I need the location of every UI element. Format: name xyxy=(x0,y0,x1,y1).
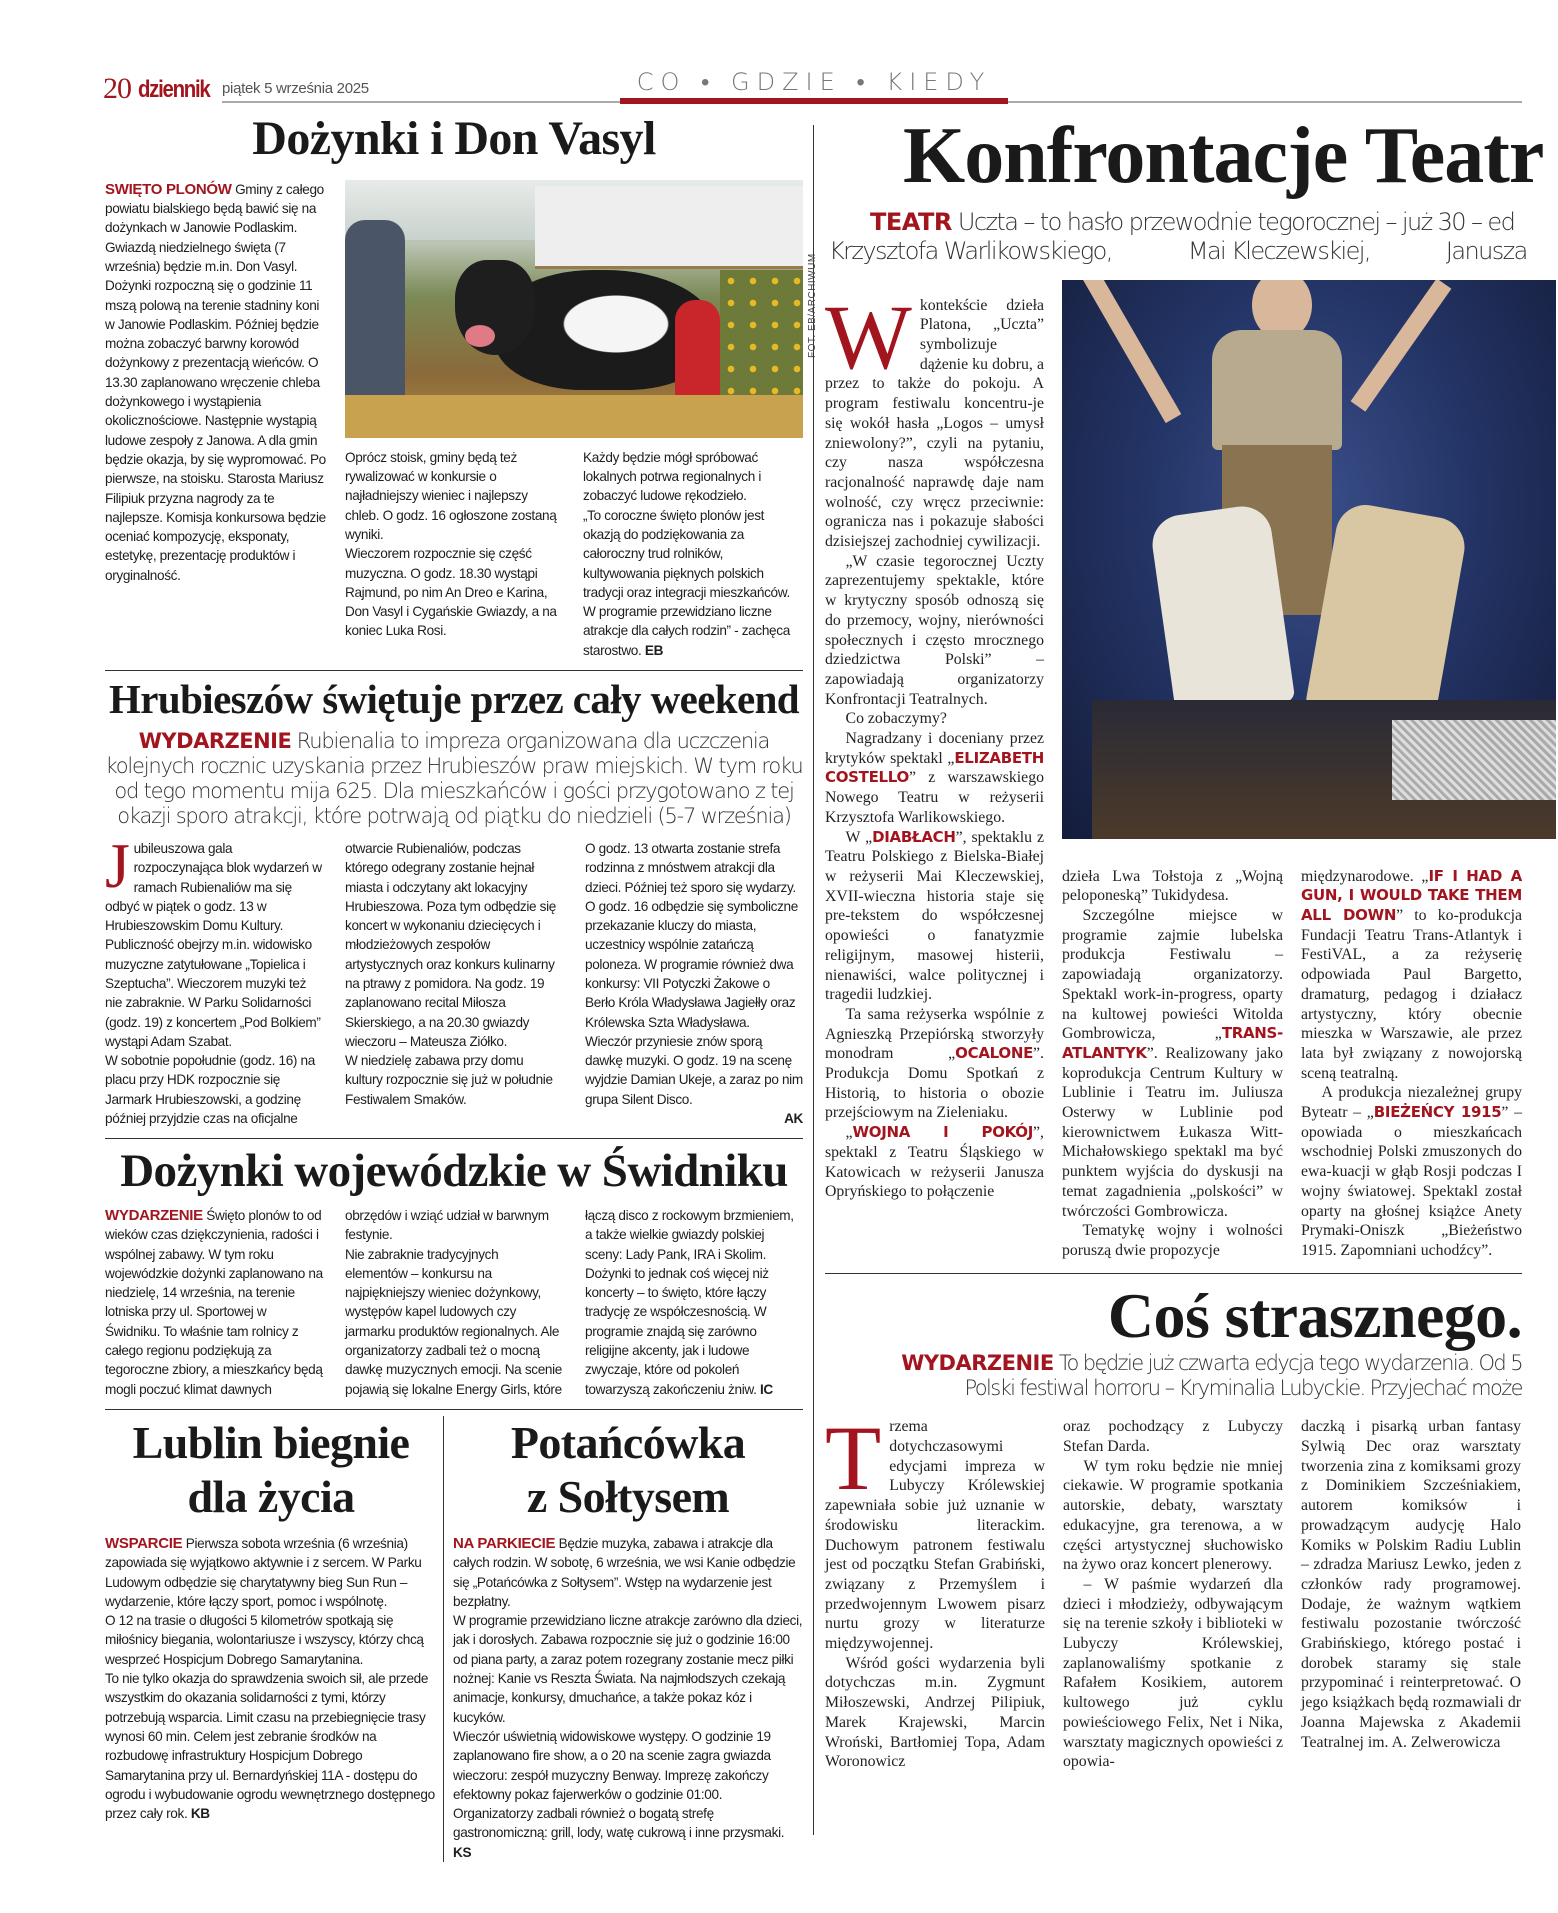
text-run: Wśród gości wydarzenia byli dotychczas m.in. Zygmunt Miłoszewski, Andrzej Pilipiuk, Marek Krajewski, Marcin Wroński, Bartłomiej Topa, Adam Woronowicz xyxy=(825,1654,1045,1771)
text-run: Tematykę wojny i wolności poruszą dwie propozycje xyxy=(1062,1222,1283,1259)
text-run: Nie zabraknie tradycyjnych elementów – konkursu na najpiękniejszy wieniec dożynkowy, występów kapel ludowych czy jarmarku produktów regionalnych. Ale organizatorzy zadbali też o mocną dawkę muzycznych emocji. Na scenie pojawią się lokalne Energy Girls, które łączą disco z rockowym brzmieniem, a także wielkie gwiazdy polskiej sceny: Lady Pank, IRA i Skolim. xyxy=(345,1208,794,1397)
highlight-label: IF I HAD A GUN, I WOULD TAKE THEM ALL DOWN xyxy=(1301,866,1522,924)
section-accent-bar xyxy=(620,98,1008,104)
text-run: ”. Realizowany jako koprodukcja Centrum Kultury w Lublinie i Teatru im. Juliusza Osterwy w Lublinie pod kierownictwem Łukasza Witt-Michałowskiego spektakl ma być punktem wyjścia do dyskusji na temat zagadnienia „polskości” w twórczości Gombrowicza. xyxy=(1062,1044,1283,1220)
text-run: Będzie muzyka, zabawa i atrakcje dla całych rodzin. W sobotę, 6 września, we wsi Kanie odbędzie się „Potańcówka z Sołtysem”. Wstęp na wydarzenie jest bezpłatny. xyxy=(453,1535,796,1609)
text-run: ” to ko-produkcja Fundacji Teatru Trans-Atlantyk i FestiVAL, a za reżyserię odpowiada Paul Bargetto, dramaturg, pedagog i działacz artystyczny, który obecnie mieszka w Warszawie, ale przez lata był związany z nowojorską sceną teatralną. xyxy=(1301,907,1522,1082)
text-run: Dożynki rozpoczną się o godzinie 11 mszą polową na terenie stadniny koni w Janowie Podlaskim. Później będzie można zobaczyć barwny korowód dożynkowy z prezentacją wieńców. O 13.30 zaplanowano wręczenie chleba dożynkowego i wystąpienia okolicznościowe. Następnie wystąpią ludowe zespoły z Janowa. A dla gmin będzie okazja, by się wypromować. Po pierwsze, na stoisku. Starosta Mariusz Filipiuk przyzna nagrody za te najlepsze. Komisja konkursowa będzie oceniać kompozycję, eksponaty, estetykę, prezentację produktów i oryginalność. xyxy=(105,278,326,583)
drop-cap: W xyxy=(825,285,912,388)
text-run: Święto plonów to od wieków czas dziękczynienia, radości i wspólnej zabawy. W tym roku wojewódzkie dożynki zaplanowano na niedzielę, 14 września, na terenie lotniska przy ul. Sportowej w Świdniku. To właśnie tam rolnicy z całego regionu podziękują za tegoroczne zbiory, a mieszkańcy będą mogli poczuć klimat dawnych obrzędów i wziąć udział w barwnym festynie. xyxy=(105,1208,549,1397)
article-divider xyxy=(825,1273,1522,1274)
text-run: „W czasie tegorocznej Uczty zaprezentujemy spektakle, które w krytyczny sposób odnoszą się do przemocy, wojny, nierówności społecznych i często mrocznego dziedzictwa Polski” – zapowiadają organizatorzy Konfrontacji Teatralnych. xyxy=(825,552,1044,708)
paragraph xyxy=(345,1051,563,1109)
paragraph xyxy=(870,208,1514,236)
text-run: kontekście dzieła Platona, „Uczta” symbolizuje dążenie ku dobru, a przez to także do pokoju. A program festiwalu koncentru-je się wokół hasła „Logos – umysł zniewolony?”, czyli na pytaniu, czy nasza współczesna racjonalność naprawdę daje nam wolność, czy wręcz przeciwnie: ogranicza nas i pokazuje słabości dzisiejszej zachodniej cywilizacji. xyxy=(825,296,1044,551)
headline-konfrontacje: Konfrontacje Teatr xyxy=(903,112,1544,200)
paragraph xyxy=(105,1611,437,1669)
text-run: Ta sama reżyserka wspólnie z Agnieszką Przepiórską stworzyły monodram „ xyxy=(825,1005,1044,1063)
author-signature: KB xyxy=(190,1806,210,1822)
paragraph xyxy=(1062,906,1283,1221)
lead-fragment: Krzysztofa Warlikowskiego, xyxy=(829,236,1112,265)
right-page-column xyxy=(825,112,1544,1772)
paragraph xyxy=(825,1654,1045,1772)
article-cos-strasznego xyxy=(825,1407,1522,1772)
photo-sunflowers xyxy=(720,270,803,410)
article-dozynki xyxy=(105,180,818,660)
text-run: „ xyxy=(845,1124,853,1142)
photo-lace-table xyxy=(1392,720,1556,800)
paragraph xyxy=(1063,1417,1283,1456)
paragraph xyxy=(585,1264,803,1399)
photo-scarecrow xyxy=(675,300,720,410)
paragraph xyxy=(1063,1575,1283,1772)
text-run: Każdy będzie mógł spróbować lokalnych potrwa regionalnych i zobaczyć ludowe rękodzieło. xyxy=(583,449,762,504)
photo-tent xyxy=(535,186,803,269)
article-dozynki-col2 xyxy=(345,448,565,660)
paragraph xyxy=(825,828,1044,1005)
photo-straw xyxy=(345,395,803,438)
highlight-label: NA PARKIECIE xyxy=(453,1534,556,1552)
headline-hrubieszow: Hrubieszów świętuje przez cały weekend xyxy=(109,676,799,723)
paragraph xyxy=(901,1351,1522,1375)
text-run: rzema dotychczasowymi edycjami impreza w Lubyczy Królewskiej zapewniała sobie już uznanie w środowisku literackim. Duchowym patronem festiwalu jest od początku Stefan Grabiński, związany z Przemyślem i przedwojennym Lwowem pisarz nurtu grozy w literaturze międzywojennej. xyxy=(825,1418,1045,1653)
lead-hrubieszow xyxy=(105,729,803,829)
text-run: Wieczór uświetnią widowiskowe występy. O godzinie 19 zaplanowano fire show, a o 20 na scenie zagra gwiazda wieczoru: zespół muzyczny Benway. Imprezę zakończy efektowny pokaz fajerwerków o godzinie 01:00. xyxy=(453,1728,771,1802)
text-run: Wieczór przyniesie znów sporą dawkę muzyki. O godz. 19 na scenę wyjdzie Damian Ukeje, a zaraz po nim grupa Silent Disco. xyxy=(585,1033,803,1107)
text-run: Pierwsza sobota września (6 września) zapowiada się wyjątkowo aktywnie i z sercem. W Parku Ludowym odbędzie się charytatywny bieg Sun Run – wydarzenie, które łączy sport, pomoc i wspólnotę. xyxy=(105,1535,422,1609)
text-run: międzynarodowe. „ xyxy=(1301,867,1429,885)
paragraph xyxy=(105,729,803,829)
article-potancowka xyxy=(444,1416,803,1862)
text-run: To będzie już czwarta edycja tego wydarzenia. Od 5 xyxy=(1053,1351,1522,1376)
text-run: ”. Produkcja Domu Spotkań z Historią, to historia o obozie przejściowym na Zieleniaku. xyxy=(825,1045,1044,1122)
photo-actor-arm xyxy=(1081,280,1182,423)
paragraph xyxy=(825,285,1044,552)
paragraph xyxy=(825,709,1044,729)
left-page-column xyxy=(105,112,818,1862)
paragraph xyxy=(585,839,803,1032)
headline-line: Potańcówka xyxy=(510,1416,746,1468)
headline-cos-strasznego: Coś strasznego. xyxy=(1107,1279,1522,1351)
text-run: „To coroczne święto plonów jest okazją do podziękowania za całoroczny trud rolników, kultywowania pięknych polskich tradycji oraz integracji mieszkańców. W programie przewidziano liczne atrakcje dla całych rodzin” - zachęca starostwo. xyxy=(583,507,790,658)
drop-cap: T xyxy=(825,1407,882,1510)
text-run: W sobotnie popołudnie (godz. 16) na placu przy HDK rozpocznie się Jarmark Hrubieszowski, a godzinę później przyjdzie czas na oficjalne otwarcie Rubienaliów, podczas którego odegrany zostanie hejnał miasta i odczytany akt lokacyjny Hrubieszowa. Poza tym odbędzie się koncert w wykonaniu dziecięcych i młodzieżowych zespołów artystycznych oraz konkurs kulinarny na ptrawy z pomidora. Na godz. 19 zaplanowano recital Miłosza Skierskiego, a na 20.30 gwiazdy wieczoru – Mateusza Ziółko. xyxy=(105,840,556,1127)
paragraph xyxy=(825,1123,1044,1202)
issue-date: piątek 5 września 2025 xyxy=(222,80,369,97)
lead-cos-strasznego-line2: Polski festiwal horroru – Kryminalia Lubyckie. Przyjechać może xyxy=(964,1376,1522,1401)
author-signature: EB xyxy=(644,642,664,658)
article-konfrontacje-col1 xyxy=(825,280,1044,1261)
headline-potancowka xyxy=(453,1416,803,1524)
text-run: Rubienalia to impreza organizowana dla uczczenia kolejnych rocznic uzyskania przez Hrubieszów praw miejskich. W tym roku od tego momentu mija 625. Dla mieszkańców i gości przygotowano z tej okazji sporo atrakcji, które potrwają od piątku do niedzieli (5-7 września) xyxy=(105,728,803,828)
highlight-label: WYDARZENIE xyxy=(105,1207,203,1224)
article-divider xyxy=(105,670,803,671)
paragraph xyxy=(825,1407,1045,1653)
text-run: W tym roku będzie nie mniej ciekawie. W programie spotkania autorskie, debaty, warsztaty edukacyjne, gra terenowa, a w części artystycznej słuchowisko na żywo oraz koncert plenerowy. xyxy=(1063,1457,1283,1574)
page-number: 20 xyxy=(103,72,131,105)
text-run: Gminy z całego powiatu bialskiego będą bawić się na dożynkach w Janowie Podlaskim. Gwiazdą niedzielnego święta (7 września) będzie m.in. Don Vasyl. xyxy=(105,181,324,274)
article-divider xyxy=(105,1409,803,1410)
text-run: O 12 na trasie o długości 5 kilometrów spotkają się miłośnicy biegania, wolontariusze i wszyscy, którzy chcą wesprzeć Hospicjum Dobrego Samarytanina. xyxy=(105,1613,424,1667)
article-konfrontacje-col2 xyxy=(1062,867,1283,1261)
newspaper-logo: dziennik xyxy=(138,76,210,103)
photo-actor-arm xyxy=(1351,280,1452,412)
article-konfrontacje-lower xyxy=(1062,867,1522,1261)
text-run: W „ xyxy=(845,828,873,846)
paragraph xyxy=(1062,867,1283,906)
highlight-label: BIEŻEŃCY 1915 xyxy=(1373,1103,1502,1122)
photo-theater-performance xyxy=(1062,280,1556,839)
paragraph xyxy=(453,1727,803,1804)
paragraph xyxy=(105,829,323,1051)
article-dozynki-col1 xyxy=(105,180,327,660)
paragraph xyxy=(1063,1457,1283,1575)
text-run: daczką i pisarką urban fantasy Sylwią Dec oraz warsztaty tworzenia zina z komiksami grozy z Dominikiem Szcześniakiem, autorem komiksów i prowadzącym audycję Halo Komiks w Polskim Radiu Lublin – zdradza Mariusz Lewko, jeden z członków rady programowej. Dodaje, że ważnym wątkiem festiwalu pozostanie twórczość Grabińskiego, którego postać i dorobek staramy się stale przypominać i reinterpretować. O jego książkach będą rozmawiali dr Joanna Majewska z Akademii Teatralnej im. A. Zelwerowicza xyxy=(1301,1418,1521,1751)
lead-fragment: Mai Kleczewskiej, xyxy=(1187,236,1370,265)
paragraph xyxy=(105,1669,437,1823)
article-dozynki-lower xyxy=(345,448,803,660)
article-konfrontacje xyxy=(825,280,1522,1261)
paragraph xyxy=(1062,1221,1283,1260)
headline-lublin xyxy=(105,1416,437,1524)
lead-konfrontacje-line1 xyxy=(825,208,1522,237)
text-run: ubileuszowa gala rozpoczynająca blok wydarzeń w ramach Rubienaliów ma się odbyć w piątek o godz. 13 w Hrubieszowskim Domu Kultury. Publiczność obejrzy m.in. widowisko muzyczne zatytułowane „Topielica i Szeptucha”. Wieczorem muzyki też nie zabraknie. W Parku Solidarności (godz. 19) z koncertem „Pod Bolkiem” wystąpi Adam Szabat. xyxy=(105,840,322,1049)
paragraph xyxy=(345,544,565,640)
author-signature: IC xyxy=(759,1381,773,1397)
highlight-label: WOJNA I POKÓJ xyxy=(852,1123,1034,1142)
bottom-articles xyxy=(105,1416,803,1862)
paragraph xyxy=(825,1005,1044,1123)
headline-line: Lublin biegnie xyxy=(132,1416,410,1468)
paragraph xyxy=(825,552,1044,710)
headline-line: dla życia xyxy=(187,1470,355,1522)
article-dozynki-right xyxy=(345,180,818,660)
photo-visitors xyxy=(345,220,405,420)
photo-credit: FOT. EB/ARCHIWUM xyxy=(807,253,818,358)
text-run: Oprócz stoisk, gminy będą też rywalizować w konkursie o najładniejszy wieniec i najlepszy chleb. O godz. 16 ogłoszone zostaną wyniki. xyxy=(345,449,557,542)
drop-cap: J xyxy=(105,829,130,901)
text-run: Szczególne miejsce w programie zajmie lubelska produkcja Festiwalu – zapowiadają organizatorzy. Spektakl work-in-progress, oparty na kultowej powieści Witolda Gombrowicza, „ xyxy=(1062,907,1283,1043)
article-cos-strasznego-col1 xyxy=(825,1407,1045,1772)
paragraph xyxy=(453,1611,803,1727)
text-run: ” – opowiada o mieszkańcach wschodniej Polski zmuszonych do ewa-kuacji w głąb Rosji podczas I wojny światowej. Spektakl został oparty na głośnej książce Anety Prymaki-Oniszk „Bieżeństwo 1915. Zapomniani uchodźcy”. xyxy=(1301,1104,1522,1259)
text-run: To nie tylko okazja do sprawdzenia swoich sił, ale przede wszystkim do okazania solidarności z tymi, którzy potrzebują wsparcia. Limit czasu na przebiegnięcie trasy wynosi 60 min. Celem jest zebranie środków na rozbudowę infrastruktury Hospicjum Dobrego Samarytanina przy ul. Bernardyńskiej 11A - dostępu do ogrodu i wybudowanie ogrodu wewnętrznego dostępnego przez cały rok. xyxy=(105,1671,435,1822)
photo-cow-nose xyxy=(465,325,495,347)
article-divider xyxy=(105,1138,803,1139)
article-cos-strasznego-col2 xyxy=(1063,1417,1283,1772)
text-run: Dożynki to jednak coś więcej niż koncerty – to święto, które łączy tradycję ze współczesnością. W programie znajdą się zarówno religijne akcenty, jak i ludowe zwyczaje, które od pokoleń towarzyszą zakończeniu żniw. xyxy=(585,1265,769,1397)
photo-harvest-festival-cow xyxy=(345,180,803,438)
highlight-label: DIABŁACH xyxy=(872,827,956,846)
text-run: dzieła Lwa Tołstoja z „Wojną peloponeską” Tukidydesa. xyxy=(1062,867,1283,905)
text-run: Organizatorzy zadbali również o bogatą strefę gastronomiczną: grill, lody, watę cukrową i inne przysmaki. xyxy=(453,1806,785,1841)
article-lublin xyxy=(105,1416,444,1862)
text-run: ”, spektakl z Teatru Śląskiego w Katowicach w reżyserii Janusza Opryńskiego to połączenie xyxy=(825,1124,1044,1201)
paragraph xyxy=(453,1534,803,1611)
headline-dozynki: Dożynki i Don Vasyl xyxy=(252,112,656,165)
text-run: Nagradzany i doceniany przez krytyków spektakl „ xyxy=(825,730,1044,767)
article-potancowka-body xyxy=(453,1534,803,1862)
author-signature: KS xyxy=(453,1844,472,1860)
article-lublin-body xyxy=(105,1534,437,1823)
paragraph xyxy=(453,1804,803,1862)
lead-konfrontacje-line2 xyxy=(825,236,1527,266)
article-konfrontacje-col3 xyxy=(1301,867,1522,1261)
text-run: O godz. 13 otwarta zostanie strefa rodzinna z mnóstwem atrakcji dla dzieci. Później też sporo się wydarzy. O godz. 16 odbędzie się symboliczne przekazanie kluczy do miasta, uczestnicy wspólnie zatańczą poloneza. W programie również dwa konkursy: VII Potyczki Żakowe o Berło Króla Władysława Jagiełły oraz Królewska Szta Władysława. xyxy=(585,840,798,1030)
paragraph xyxy=(825,729,1044,828)
article-dozynki-col3 xyxy=(583,448,803,660)
text-run: ” z warszawskiego Nowego Teatru w reżyserii Krzysztofa Warlikowskiego. xyxy=(825,769,1044,826)
paragraph xyxy=(105,180,327,276)
text-run: Wieczorem rozpocznie się część muzyczna. O godz. 18.30 wystąpi Rajmund, po nim An Dreo e Karina, Don Vasyl i Cygańskie Gwiazdy, a na koniec Luka Rosi. xyxy=(345,546,557,639)
highlight-label: SWIĘTO PLONÓW xyxy=(105,180,232,198)
text-run: W niedzielę zabawa przy domu kultury rozpocznie się już w południe Festiwalem Smaków. xyxy=(345,1053,553,1107)
paragraph xyxy=(345,448,565,544)
paragraph xyxy=(585,1032,803,1128)
lead-fragment: Janusza xyxy=(1445,236,1527,265)
highlight-label: WSPARCIE xyxy=(105,1534,183,1552)
text-run: W programie przewidziano liczne atrakcje zarówno dla dzieci, jak i dorosłych. Zabawa rozpocznie się już o godzinie 16:00 od piana party, a zaraz potem rozegrany zostanie mecz piłki nożnej: Kanie vs Reszta Świata. Na najmłodszych czekają animacje, konkursy, dmuchańce, a także pokaz kóz i kucyków. xyxy=(453,1613,803,1725)
highlight-label: WYDARZENIE xyxy=(901,1351,1054,1376)
text-run: Uczta – to hasło przewodnie tegorocznej – już 30 – ed xyxy=(951,207,1515,236)
headline-line: z Sołtysem xyxy=(526,1470,730,1522)
text-run: Co zobaczymy? xyxy=(845,710,947,728)
text-run: ”, spektaklu z Teatru Polskiego z Bielska-Białej w reżyserii Mai Kleczewskiej, XVII-wieczna historia staje się pre-tekstem do współczesnej opowieści o fanatyzmie religijnym, masowej histerii, nienawiści, walce politycznej i tragedii ludzkiej. xyxy=(825,828,1044,1004)
photo-frame xyxy=(345,180,818,438)
highlight-label: WYDARZENIE xyxy=(138,728,292,753)
highlight-label: TRANS-ATLANTYK xyxy=(1062,1024,1283,1062)
text-run: oraz pochodzący z Lubyczy Stefan Darda. xyxy=(1063,1418,1283,1456)
photo-actor-vest xyxy=(1212,330,1342,450)
highlight-label: TEATR xyxy=(870,207,952,236)
highlight-label: ELIZABETH COSTELLO xyxy=(825,748,1044,787)
article-konfrontacje-right xyxy=(1062,280,1522,1261)
text-run: – W paśmie wydarzeń dla dzieci i młodzieży, odbywającym się na terenie szkoły i biblioteki w Lubyczy Królewskiej, zaplanowaliśmy spotkanie z Rafałem Kosikiem, autorem kultowego już cyklu powieściowego Felix, Net i Nika, warsztaty magicznych opowieści z opowia- xyxy=(1063,1575,1283,1771)
article-swidnik-body xyxy=(105,1206,803,1399)
paragraph xyxy=(1301,867,1522,1084)
paragraph xyxy=(1301,1417,1521,1752)
paragraph xyxy=(105,1534,437,1611)
paragraph xyxy=(583,448,803,506)
section-title: CO • GDZIE • KIEDY xyxy=(636,68,992,96)
author-signature: AK xyxy=(784,1111,803,1127)
paragraph xyxy=(583,506,803,660)
column-divider xyxy=(813,125,814,1835)
paragraph xyxy=(105,276,327,585)
article-hrubieszow-body xyxy=(105,829,803,1128)
lead-cos-strasznego-line1 xyxy=(825,1351,1522,1376)
highlight-label: OCALONE xyxy=(955,1044,1034,1063)
headline-swidnik: Dożynki wojewódzkie w Świdniku xyxy=(120,1145,788,1198)
text-run: A produkcja niezależnej grupy Byteatr – „ xyxy=(1301,1084,1522,1122)
paragraph xyxy=(1301,1083,1522,1260)
article-cos-strasznego-col3 xyxy=(1301,1417,1521,1772)
